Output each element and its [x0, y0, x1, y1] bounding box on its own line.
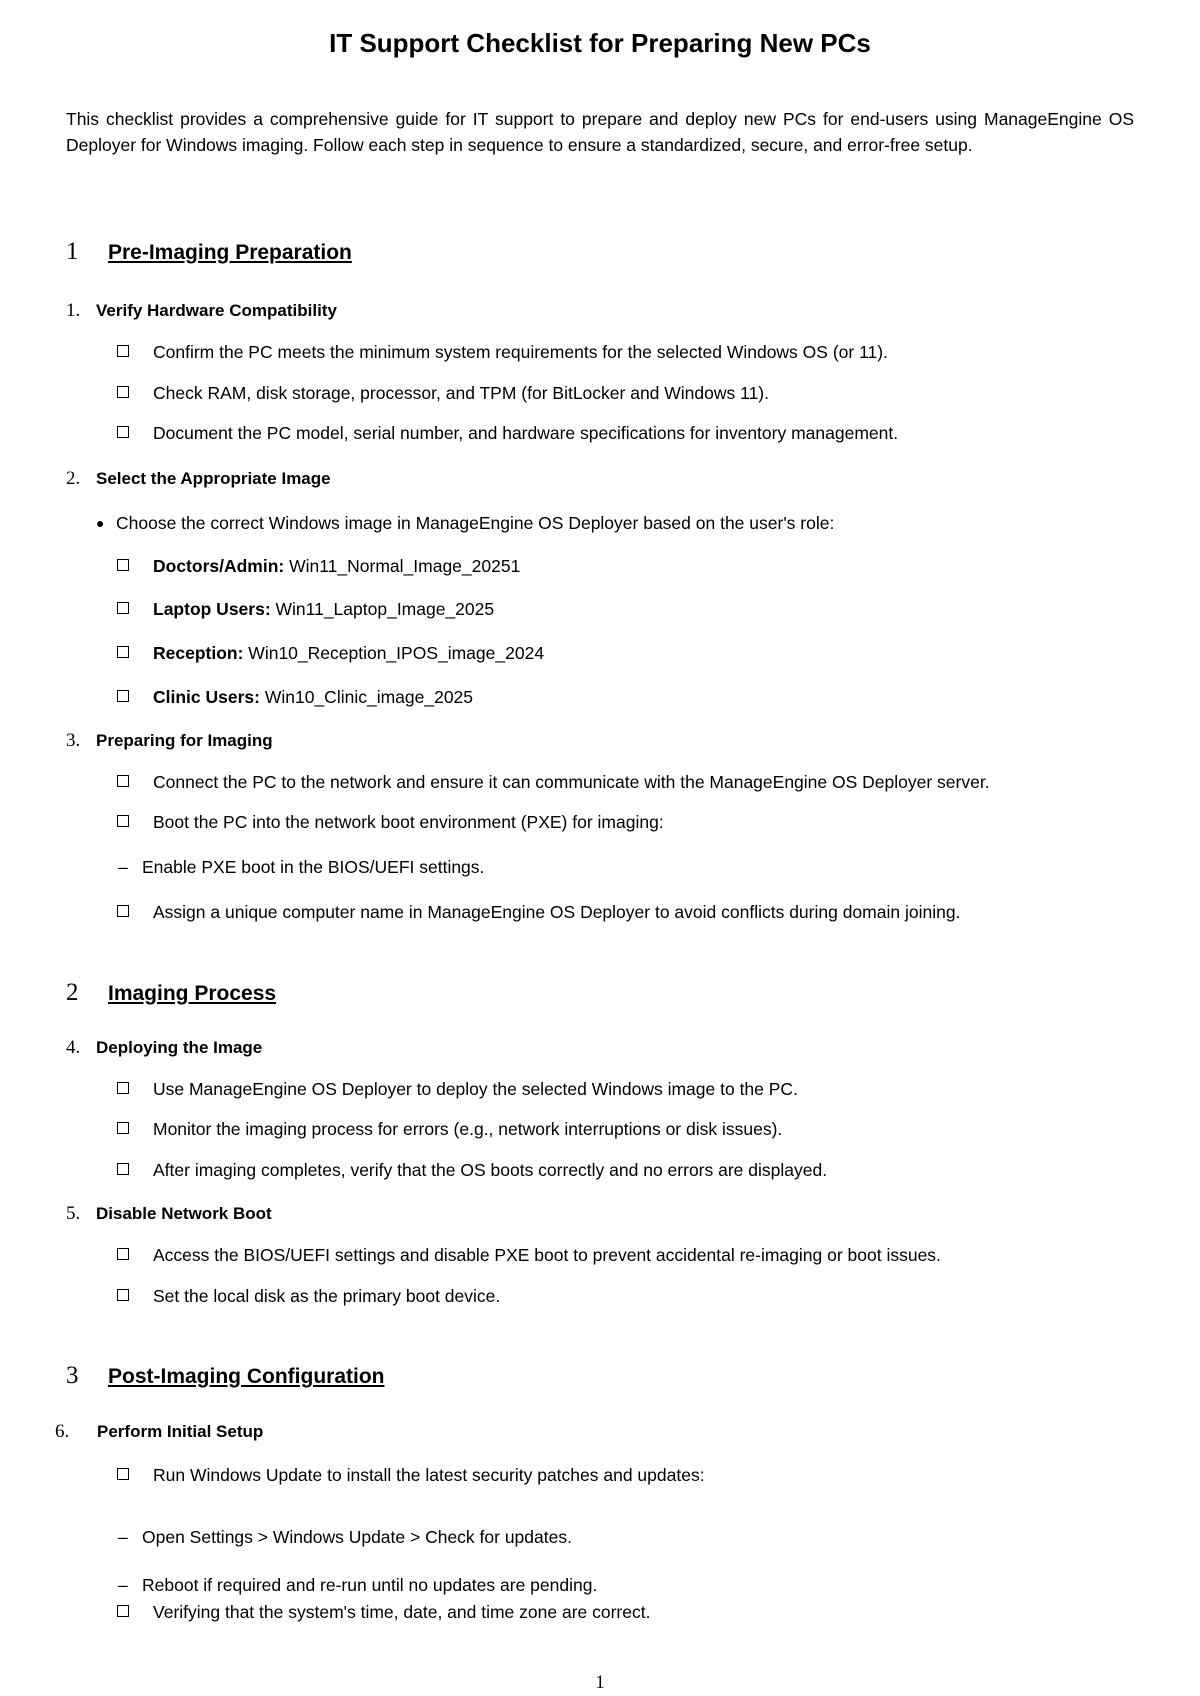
dash-text: Enable PXE boot in the BIOS/UEFI settings. [142, 857, 485, 877]
page-number: 1 [595, 1672, 605, 1693]
checklist-item[interactable] [118, 597, 494, 622]
checkbox-icon[interactable] [117, 646, 129, 658]
section-title: Post-Imaging Configuration [108, 1365, 385, 1388]
checkbox-icon[interactable] [117, 1468, 129, 1480]
section-title: Pre-Imaging Preparation [108, 241, 352, 264]
step-heading-6 [55, 1421, 263, 1443]
image-name: Win11_Laptop_Image_2025 [270, 599, 495, 619]
checklist-item-text: Check RAM, disk storage, processor, and TPM (for BitLocker and Windows 11). [153, 383, 769, 403]
checklist-item[interactable] [118, 1077, 798, 1102]
checklist-item-text: Run Windows Update to install the latest security patches and updates: [153, 1465, 705, 1485]
checkbox-icon[interactable] [117, 1248, 129, 1260]
image-name: Win10_Clinic_image_2025 [259, 687, 474, 707]
step-heading-5 [66, 1203, 272, 1225]
checklist-item[interactable] [118, 381, 769, 406]
dash-icon: – [118, 1527, 128, 1547]
checklist-item[interactable] [118, 1284, 500, 1309]
checklist-item-text: Assign a unique computer name in ManageEngine OS Deployer to avoid conflicts during domain joining. [153, 902, 961, 922]
step-number: 2. [66, 468, 81, 489]
dash-item [118, 857, 484, 878]
checklist-item-text: Confirm the PC meets the minimum system requirements for the selected Windows OS (or 11). [153, 342, 888, 362]
checklist-item[interactable] [118, 340, 888, 365]
step-number: 4. [66, 1037, 81, 1058]
step-title: Select the Appropriate Image [96, 469, 331, 488]
section-heading-2 [66, 979, 276, 1007]
bullet-item [96, 513, 834, 534]
section-number: 3 [66, 1362, 79, 1389]
section-number: 1 [66, 238, 79, 265]
dash-text: Reboot if required and re-run until no updates are pending. [142, 1575, 598, 1595]
step-number: 5. [66, 1203, 81, 1224]
checklist-item[interactable] [118, 1158, 827, 1183]
checkbox-icon[interactable] [117, 905, 129, 917]
step-title: Verify Hardware Compatibility [96, 301, 337, 320]
step-title: Perform Initial Setup [97, 1422, 264, 1441]
checkbox-icon[interactable] [117, 559, 129, 571]
checkbox-icon[interactable] [117, 690, 129, 702]
page-title: IT Support Checklist for Preparing New PCs [329, 28, 871, 58]
step-number: 1. [66, 300, 81, 321]
step-title: Preparing for Imaging [96, 731, 273, 750]
image-name: Win10_Reception_IPOS_image_2024 [243, 643, 545, 663]
checklist-item[interactable] [118, 1243, 941, 1268]
checklist-item[interactable] [118, 770, 990, 795]
step-heading-3 [66, 730, 273, 752]
dash-item [118, 1527, 572, 1548]
checklist-item[interactable] [118, 421, 898, 446]
step-heading-1 [66, 300, 337, 322]
image-role: Doctors/Admin: [153, 556, 285, 576]
checklist-item-text: Monitor the imaging process for errors (e.g., network interruptions or disk issues). [153, 1119, 783, 1139]
checkbox-icon[interactable] [117, 1082, 129, 1094]
dash-item [118, 1575, 597, 1596]
checkbox-icon[interactable] [117, 345, 129, 357]
checkbox-icon[interactable] [117, 1289, 129, 1301]
image-role: Reception: [153, 643, 244, 663]
checklist-item[interactable] [118, 900, 960, 925]
checklist-item[interactable] [118, 554, 520, 579]
checkbox-icon[interactable] [117, 1122, 129, 1134]
section-heading-1 [66, 238, 352, 266]
checklist-item[interactable] [118, 1463, 718, 1488]
checklist-item-text: Connect the PC to the network and ensure it can communicate with the ManageEngine OS Deployer server. [153, 772, 990, 792]
checkbox-icon[interactable] [117, 1605, 129, 1617]
checklist-item-text: Document the PC model, serial number, and hardware specifications for inventory management. [153, 423, 899, 443]
step-heading-2 [66, 468, 331, 490]
checkbox-icon[interactable] [117, 775, 129, 787]
checkbox-icon[interactable] [117, 815, 129, 827]
image-name: Win11_Normal_Image_20251 [284, 556, 521, 576]
checklist-item-text: After imaging completes, verify that the OS boots correctly and no errors are displayed. [153, 1160, 828, 1180]
checklist-item[interactable] [118, 810, 664, 835]
checkbox-icon[interactable] [117, 386, 129, 398]
step-title: Deploying the Image [96, 1038, 263, 1057]
image-role: Laptop Users: [153, 599, 271, 619]
dash-text: Open Settings > Windows Update > Check for updates. [142, 1527, 572, 1547]
checklist-item-text: Access the BIOS/UEFI settings and disable PXE boot to prevent accidental re-imaging or boot issues. [153, 1245, 941, 1265]
image-role: Clinic Users: [153, 687, 260, 707]
checklist-item-text: Use ManageEngine OS Deployer to deploy the selected Windows image to the PC. [153, 1079, 798, 1099]
section-heading-3 [66, 1362, 384, 1390]
checklist-item-text: Verifying that the system's time, date, and time zone are correct. [153, 1602, 651, 1622]
checklist-item[interactable] [118, 641, 544, 666]
step-number: 3. [66, 730, 81, 751]
checkbox-icon[interactable] [117, 1163, 129, 1175]
checkbox-icon[interactable] [117, 426, 129, 438]
checklist-item[interactable] [118, 1600, 650, 1625]
checklist-item[interactable] [118, 1117, 782, 1142]
step-heading-4 [66, 1037, 262, 1059]
checklist-item[interactable] [118, 685, 473, 710]
checklist-item-text: Boot the PC into the network boot environment (PXE) for imaging: [153, 812, 664, 832]
section-number: 2 [66, 979, 79, 1006]
step-number: 6. [55, 1421, 70, 1442]
dash-icon: – [118, 857, 128, 877]
checklist-item-text: Set the local disk as the primary boot device. [153, 1286, 501, 1306]
intro-paragraph: This checklist provides a comprehensive guide for IT support to prepare and deploy new PCs for end-users using ManageEngine OS Deployer for Windows imaging. Follow each step in sequence to ensure a standardized, secure, and error-free setup. [66, 109, 1134, 155]
bullet-icon: ● [96, 515, 105, 531]
bullet-text: Choose the correct Windows image in ManageEngine OS Deployer based on the user's role: [116, 513, 835, 533]
dash-icon: – [118, 1575, 128, 1595]
step-title: Disable Network Boot [96, 1204, 272, 1223]
checkbox-icon[interactable] [117, 602, 129, 614]
section-title: Imaging Process [108, 982, 277, 1005]
